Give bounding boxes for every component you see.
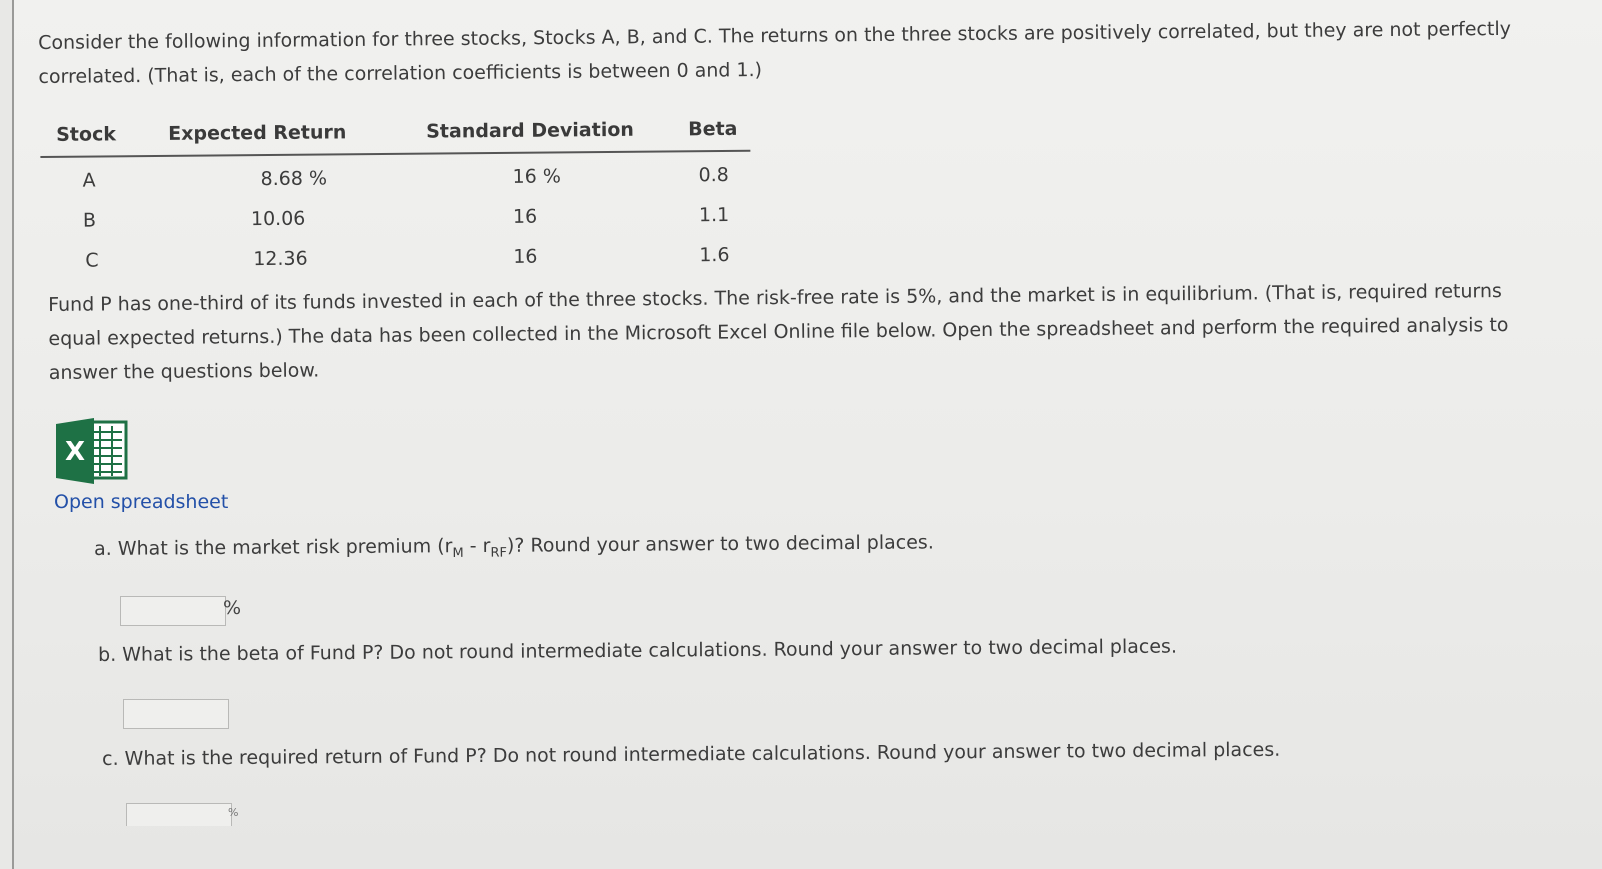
stock-table <box>40 106 753 272</box>
header-beta: Beta <box>688 117 738 141</box>
header-standard-deviation: Standard Deviation <box>426 118 634 143</box>
header-expected-return: Expected Return <box>168 121 347 145</box>
question-c: c. What is the required return of Fund P? Do not round intermediate calculations. Round your answer to two decimal places. <box>102 738 1281 770</box>
question-b: b. What is the beta of Fund P? Do not round intermediate calculations. Round your answer to two decimal places. <box>98 635 1178 666</box>
answer-a-unit: % <box>223 597 242 619</box>
question-a-prefix: a. What is the market risk premium (r <box>94 535 453 560</box>
answer-b-input[interactable] <box>123 699 229 729</box>
cell-sd-c: 16 <box>513 245 538 268</box>
cell-stock-a: A <box>82 169 96 192</box>
cell-beta-b: 1.1 <box>698 203 730 227</box>
question-a-mid: - r <box>463 534 491 558</box>
cell-sd-b: 16 <box>512 205 538 228</box>
question-a-sub-m: M <box>452 545 464 561</box>
cell-return-c: 12.36 <box>253 247 308 271</box>
svg-text:X: X <box>64 437 86 467</box>
cell-beta-c: 1.6 <box>699 243 730 267</box>
cell-sd-a: 16 % <box>512 165 561 188</box>
header-divider <box>40 150 750 158</box>
cell-beta-a: 0.8 <box>698 163 729 187</box>
cell-return-a: 8.68 % <box>260 167 328 191</box>
cell-stock-c: C <box>85 249 99 272</box>
header-stock: Stock <box>56 123 117 146</box>
cell-return-b: 10.06 <box>250 207 306 231</box>
excel-icon[interactable] <box>54 418 128 484</box>
intro-text: Consider the following information for three stocks, Stocks A, B, and C. The returns on the three stocks are positively correlated, but they are not perfectly correlated. (That is, each of the correlation coefficients is between 0 and 1.) <box>38 17 1512 88</box>
question-a <box>94 531 934 563</box>
question-a-suffix: )? Round your answer to two decimal places. <box>506 531 934 557</box>
question-a-sub-rf: RF <box>490 545 508 561</box>
fund-description: Fund P has one-third of its funds invested in each of the three stocks. The risk-free rate is 5%, and the market is in equilibrium. (That is, required returns equal expected returns.) The data has been collected in the Microsoft Excel Online file below. Open the spreadsheet and perform the required analysis to answer the questions below. <box>48 280 1509 384</box>
answer-a-input[interactable] <box>120 596 226 626</box>
cell-stock-b: B <box>82 209 97 232</box>
question-page <box>12 0 1602 869</box>
answer-c-input[interactable] <box>126 803 232 826</box>
open-spreadsheet-link[interactable]: Open spreadsheet <box>54 491 229 513</box>
answer-c-unit: % <box>228 806 239 819</box>
